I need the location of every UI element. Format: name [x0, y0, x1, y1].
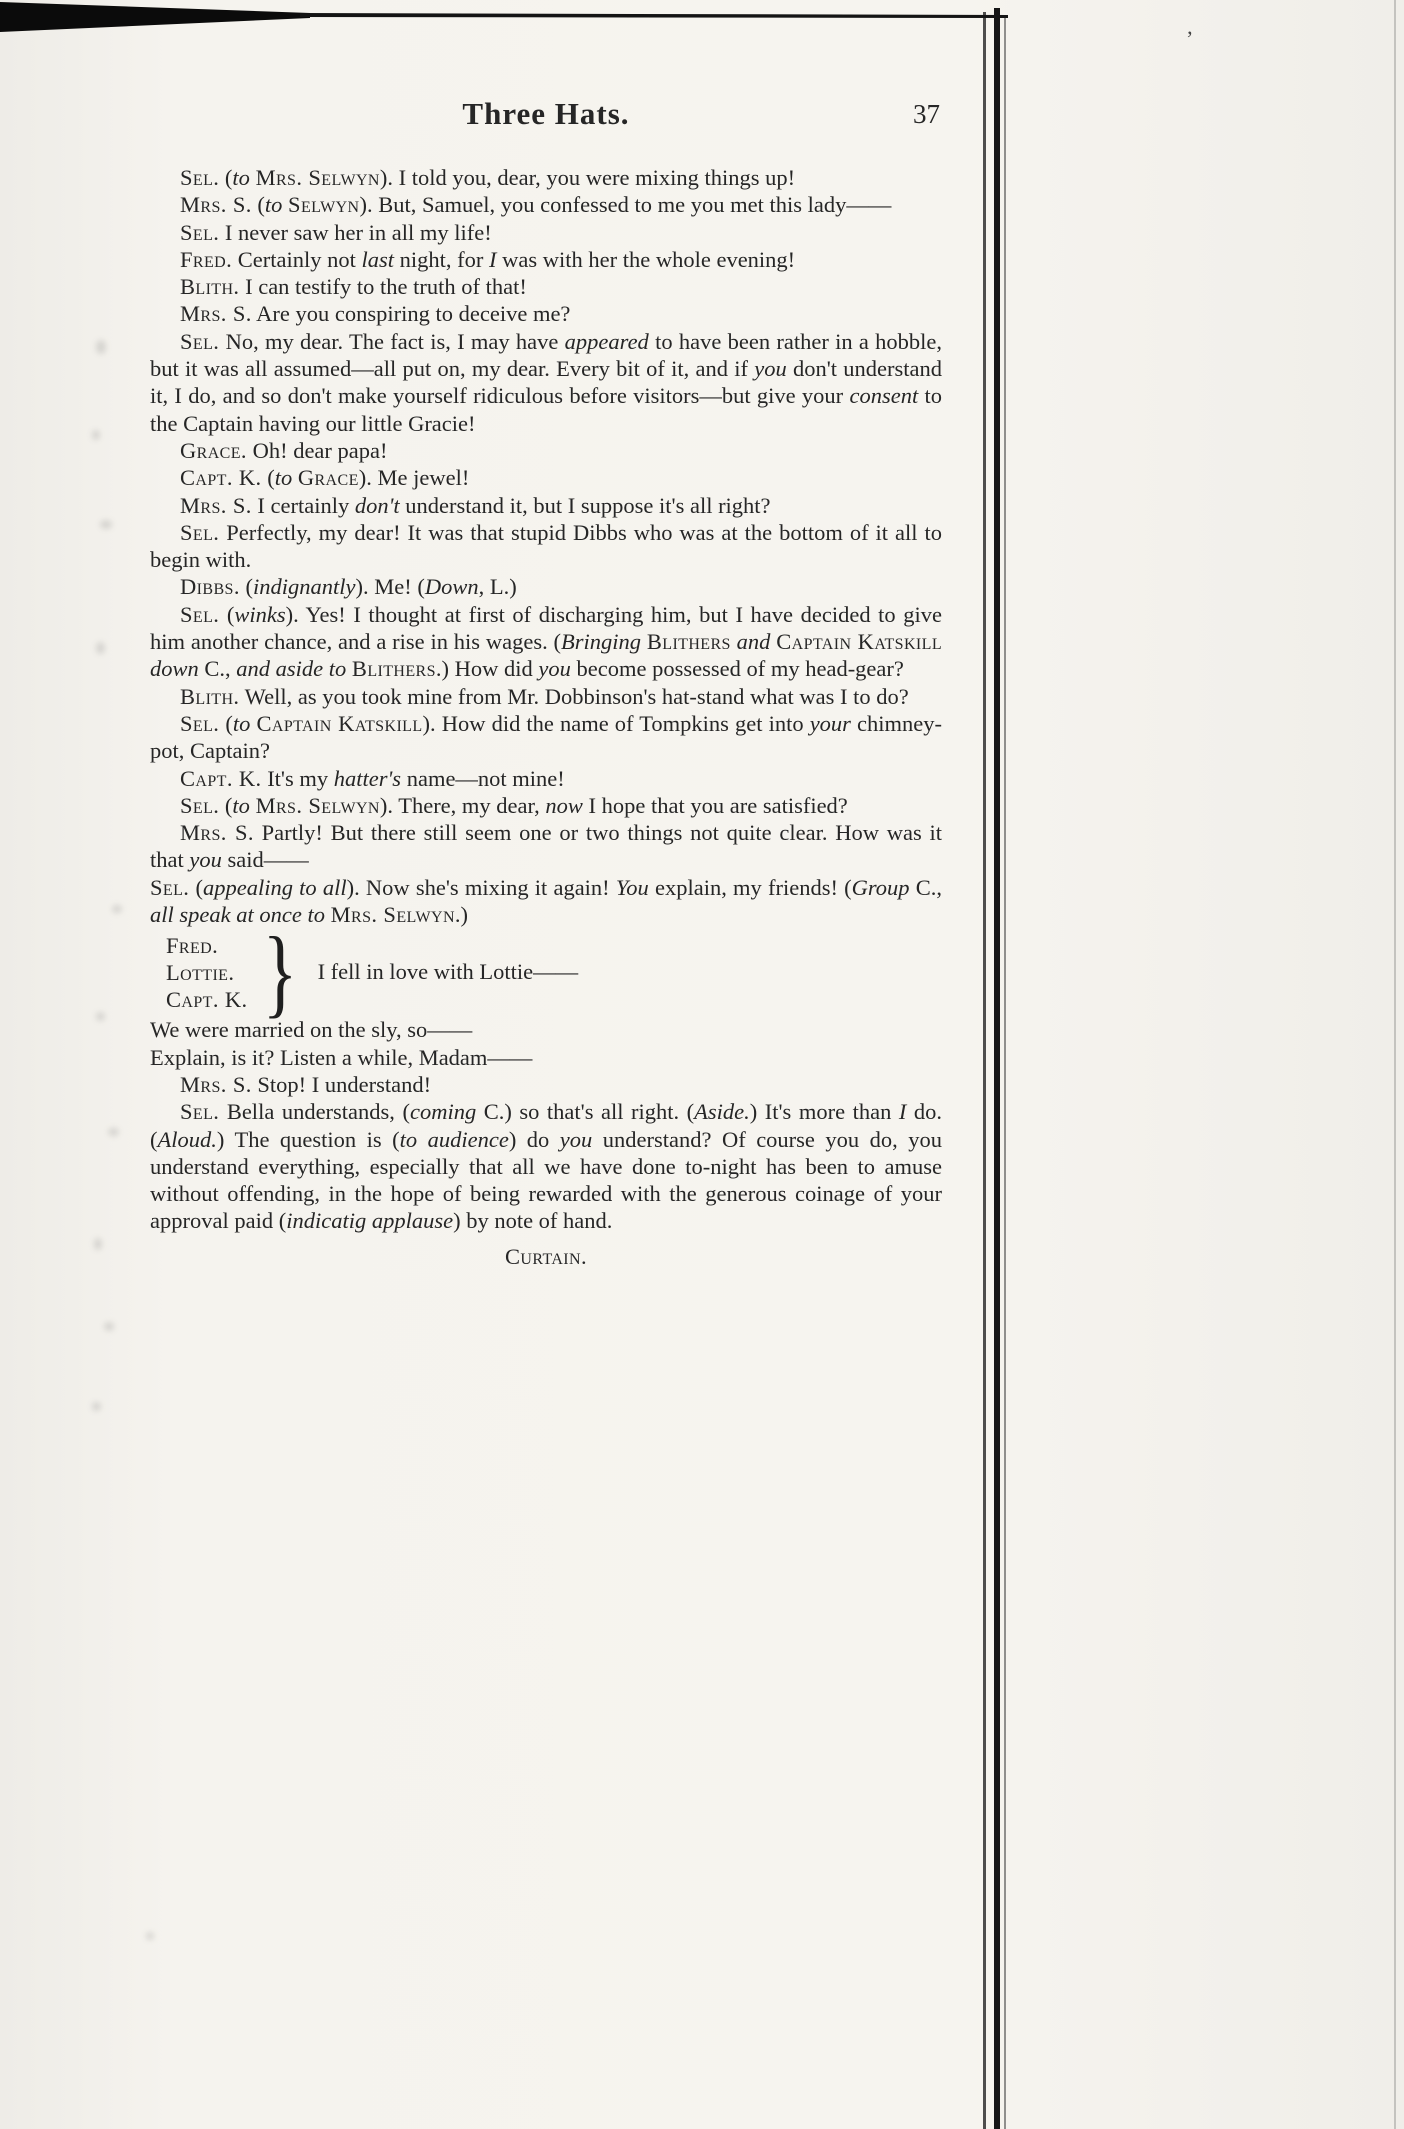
scan-smudge — [146, 1932, 154, 1940]
plain-text: to have been rather in a hobble, but it was all assumed—all put on, my dear. Every bit of it, and if — [150, 328, 942, 382]
page-edge-line — [983, 12, 986, 2129]
plain-text: was with her the whole evening! — [496, 246, 796, 272]
smallcaps-text: Dibbs. — [180, 574, 240, 600]
plain-text: understand? Of course you do, you understand everything, especially that all we have done to-night has been to amuse without offending, in the hope of being rewarded with the generous coinage of your approval paid ( — [150, 1126, 942, 1234]
italic-text: Aloud. — [157, 1126, 217, 1152]
plain-text: ( — [189, 874, 203, 900]
smallcaps-text: Mrs. S. — [180, 1071, 252, 1097]
smallcaps-text: Fred. — [180, 246, 233, 272]
plain-text: ) do — [508, 1126, 560, 1152]
smallcaps-text: Selwyn — [288, 192, 360, 218]
dialogue-paragraph — [150, 492, 942, 519]
italic-text: Bringing — [561, 629, 647, 655]
plain-text: become possessed of my head-gear? — [570, 656, 904, 682]
smallcaps-text: Sel. — [150, 874, 190, 900]
scan-artifact-top-edge — [0, 0, 1012, 40]
italic-text: I — [489, 246, 497, 272]
italic-text: hatter's — [333, 765, 402, 791]
plain-text: We were married on the sly, so—— — [150, 1017, 473, 1043]
page-number: 37 — [913, 99, 940, 129]
plain-text: , L.) — [478, 574, 517, 600]
italic-text: Aside. — [694, 1099, 750, 1125]
plain-text: Perfectly, my dear! It was that stupid Dibbs who was at the bottom of it all to begin with. — [150, 519, 942, 573]
plain-text: understand it, but I suppose it's all right? — [399, 492, 771, 518]
italic-text: I — [898, 1099, 907, 1125]
dialogue-paragraph — [150, 191, 942, 218]
plain-text: ). There, my dear, — [379, 792, 546, 818]
plain-text: I can testify to the truth of that! — [239, 274, 527, 300]
smallcaps-text: Mrs. Selwyn — [255, 165, 380, 190]
smallcaps-text: Captain Katskill — [776, 629, 942, 655]
dialogue-paragraph — [150, 1071, 942, 1098]
italic-text: consent — [849, 383, 919, 409]
smallcaps-text: Sel. — [180, 792, 220, 818]
italic-text: you — [559, 1126, 593, 1152]
italic-text: Down — [424, 574, 479, 600]
scan-smudge — [94, 1238, 102, 1250]
italic-text: you — [754, 356, 787, 382]
plain-text: ) It's more than — [749, 1099, 899, 1125]
smallcaps-text: Sel. — [180, 165, 220, 190]
smallcaps-text: Mrs. S. — [180, 192, 252, 218]
italic-text: don't — [354, 492, 400, 518]
italic-text: to audience — [399, 1126, 509, 1152]
dialogue-paragraph — [150, 219, 942, 246]
italic-text: to — [232, 792, 256, 818]
page-edge-line — [1004, 16, 1006, 2129]
scan-smudge — [96, 1012, 105, 1021]
plain-text: Well, as you took mine from Mr. Dobbinson's hat-stand what was I to do? — [239, 683, 909, 709]
plain-text: I certainly — [251, 492, 355, 518]
smallcaps-text: Grace. — [180, 437, 247, 463]
plain-text: ( — [219, 710, 233, 736]
smallcaps-text: Sel. — [180, 519, 220, 545]
scan-smudge — [92, 430, 100, 440]
scan-artifact-mark: ’ — [1186, 26, 1194, 51]
smallcaps-text: Blith. — [180, 683, 240, 709]
speaker-name: Capt. K. — [166, 986, 248, 1012]
plain-text: Explain, is it? Listen a while, Madam—— — [150, 1044, 533, 1070]
plain-text: Are you conspiring to deceive me? — [251, 301, 571, 327]
italic-text: and aside to — [236, 656, 352, 682]
smallcaps-text: Mrs. S. — [180, 301, 252, 327]
dialogue-paragraph — [150, 683, 942, 710]
italic-text: indignantly — [252, 574, 356, 600]
scan-smudge — [96, 642, 105, 654]
italic-text: and — [730, 629, 777, 655]
smallcaps-text: Curtain. — [504, 1243, 588, 1269]
plain-text: Bella understands, ( — [219, 1099, 410, 1125]
smallcaps-text: Capt. K. — [180, 465, 262, 491]
dialogue-paragraph — [150, 710, 942, 765]
italic-text: You — [615, 874, 649, 900]
italic-text: down — [150, 656, 199, 682]
italic-text: winks — [234, 601, 286, 627]
scan-smudge — [100, 520, 112, 529]
italic-text: to — [232, 165, 256, 190]
smallcaps-text: Sel. — [180, 601, 220, 627]
plain-text: I never saw her in all my life! — [219, 219, 492, 245]
plain-text: ). Yes! I thought at first of discharging him, but I have decided to give him another chance, and a rise in his wages. ( — [150, 601, 942, 655]
scan-smudge — [96, 340, 106, 354]
dialogue-paragraph — [150, 792, 942, 819]
plain-text: do. ( — [150, 1099, 943, 1152]
dialogue-paragraph — [150, 519, 942, 574]
italic-text: last — [361, 246, 395, 272]
plain-text: name—not mine! — [401, 765, 565, 791]
plain-text: ( — [261, 465, 275, 491]
italic-text: indicatig applause — [286, 1208, 454, 1234]
plain-text: said—— — [221, 847, 309, 873]
page-title: Three Hats. — [462, 96, 630, 131]
dialogue-paragraph — [150, 328, 942, 437]
speaker-name: Fred. — [166, 932, 219, 958]
plain-text: Partly! But there still seem one or two things not quite clear. How was it that — [150, 820, 943, 873]
brace-glyph: } — [262, 916, 297, 1028]
plain-text: Oh! dear papa! — [246, 437, 388, 463]
dialogue-paragraph — [150, 300, 942, 327]
dialogue-paragraph — [150, 819, 942, 874]
plain-text: don't understand it, I do, and so don't make yourself ridiculous before visitors—but give your — [150, 356, 943, 409]
dialogue-paragraph — [150, 437, 942, 464]
plain-text: ). Me jewel! — [358, 465, 470, 491]
dialogue-paragraph — [150, 246, 942, 273]
dialogue-paragraph — [150, 1098, 942, 1234]
scan-smudge — [92, 1402, 101, 1411]
dialogue-paragraph — [150, 464, 942, 491]
plain-text: No, my dear. The fact is, I may have — [219, 328, 565, 354]
plain-text: ) by note of hand. — [453, 1208, 613, 1234]
italic-text: to — [232, 710, 257, 736]
plain-text: night, for — [394, 246, 490, 272]
dialogue-paragraph — [150, 573, 942, 600]
plain-text: C., — [909, 874, 942, 900]
italic-text: to — [264, 192, 289, 218]
italic-text: coming — [409, 1099, 477, 1125]
page-header — [150, 96, 942, 142]
dialogue-paragraph — [150, 273, 942, 300]
plain-text: .) How did — [435, 656, 539, 682]
smallcaps-text: Sel. — [180, 328, 220, 354]
smallcaps-text: Blithers — [646, 629, 731, 655]
plain-text: C., — [198, 656, 237, 682]
plain-text: ( — [219, 601, 235, 627]
scan-smudge — [104, 1322, 114, 1331]
plain-text: Stop! I understand! — [251, 1071, 432, 1097]
scan-smudge — [108, 1128, 119, 1136]
plain-text: C.) so that's all right. ( — [476, 1099, 695, 1125]
plain-text: I fell in love with Lottie—— — [317, 959, 579, 985]
smallcaps-text: Blith. — [180, 274, 240, 300]
smallcaps-text: Capt. K. — [180, 765, 262, 791]
italic-text: Group — [851, 874, 910, 900]
smallcaps-text: Mrs. Selwyn — [255, 792, 380, 818]
plain-text: ( — [251, 192, 265, 218]
italic-text: now — [545, 792, 583, 818]
smallcaps-text: Mrs. Selwyn — [330, 902, 455, 928]
smallcaps-text: Mrs. S. — [180, 492, 252, 518]
italic-text: you — [538, 656, 571, 682]
plain-text: .) — [454, 902, 469, 928]
smallcaps-text: Sel. — [180, 219, 220, 245]
smallcaps-text: Sel. — [180, 710, 220, 736]
plain-text: I hope that you are satisfied? — [582, 792, 848, 818]
smallcaps-text: Grace — [297, 465, 359, 491]
dialogue-paragraph — [150, 164, 942, 191]
speaker-name: Lottie. — [166, 959, 235, 985]
plain-text: ( — [239, 574, 253, 600]
dialogue-paragraph — [150, 601, 942, 683]
plain-text: ) The question is ( — [216, 1126, 400, 1152]
smallcaps-text: Sel. — [180, 1099, 220, 1125]
plain-text: ). Me! ( — [355, 574, 425, 600]
page-edge-shadow — [1394, 0, 1396, 2129]
plain-text: ). How did the name of Tompkins get into — [422, 710, 810, 736]
plain-text: It's my — [261, 765, 334, 791]
page-edge-line — [994, 8, 1000, 2129]
italic-text: your — [809, 710, 851, 736]
text-block — [150, 164, 942, 1270]
italic-text: you — [189, 847, 222, 873]
speaker-names — [166, 932, 248, 1013]
italic-text: appealing to all — [202, 874, 347, 900]
shared-line — [318, 959, 579, 985]
italic-text: to — [274, 465, 298, 491]
italic-text: all speak at once to — [150, 902, 331, 928]
plain-text: explain, my friends! ( — [648, 874, 852, 900]
smallcaps-text: Blithers — [351, 656, 436, 682]
dialogue-paragraph — [150, 1044, 942, 1071]
plain-text: ). But, Samuel, you confessed to me you met this lady—— — [359, 192, 892, 218]
italic-text: appeared — [564, 328, 649, 354]
plain-text: to the Captain having our little Gracie! — [150, 383, 942, 436]
smallcaps-text: Mrs. S. — [180, 820, 254, 846]
dialogue-paragraph — [150, 765, 942, 792]
plain-text: ( — [219, 792, 233, 818]
plain-text: chimney-pot, Captain? — [150, 710, 942, 764]
plain-text: ). I told you, dear, you were mixing things up! — [379, 165, 796, 190]
plain-text: ). Now she's mixing it again! — [346, 874, 616, 900]
scan-smudge — [112, 905, 122, 913]
plain-text: ( — [219, 165, 233, 190]
curtain-label — [150, 1243, 942, 1270]
smallcaps-text: Captain Katskill — [256, 710, 423, 736]
plain-text: Certainly not — [232, 246, 362, 272]
simultaneous-speech-group — [150, 916, 942, 1028]
